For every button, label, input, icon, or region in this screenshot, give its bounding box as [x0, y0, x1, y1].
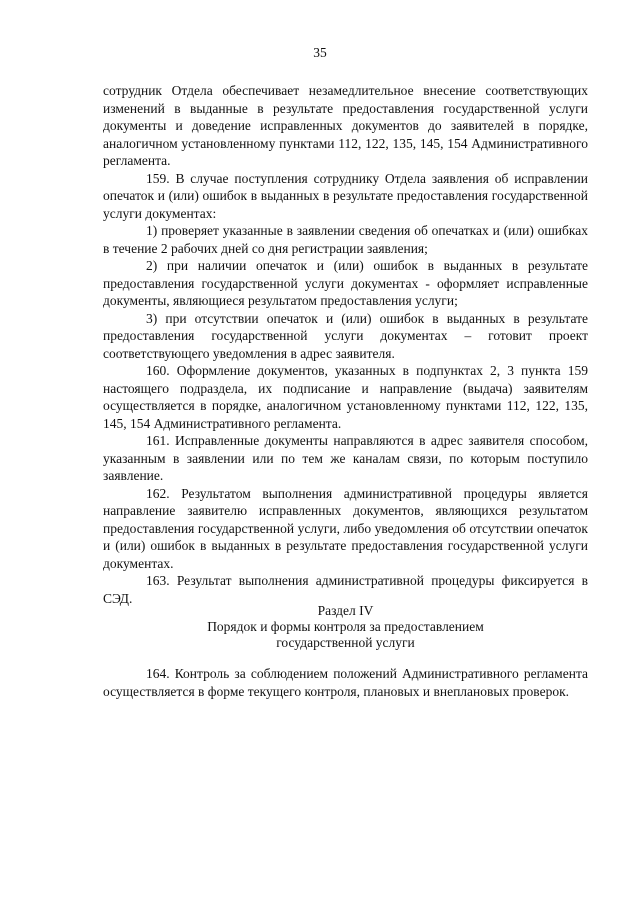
section-title-line-2: государственной услуги: [276, 635, 415, 650]
paragraph-159-item-3: 3) при отсутствии опечаток и (или) ошибок в выданных в результате предоставления государственной услуги документах – готовит проект соответствующего уведомления в адрес заявителя.: [103, 310, 588, 361]
paragraph-164: 164. Контроль за соблюдением положений Административного регламента осуществляется в форме текущего контроля, плановых и внеплановых проверок.: [103, 666, 588, 699]
paragraph-159: 159. В случае поступления сотруднику Отдела заявления об исправлении опечаток и (или) ошибок в выданных в результате предоставления государственной услуги документах:: [103, 170, 588, 221]
paragraph-160: 160. Оформление документов, указанных в подпунктах 2, 3 пункта 159 настоящего подраздела, их подписание и направление (выдача) заявителям осуществляется в порядке, аналогичном установленному пунктами 112, 122, 135, 145, 154 Административного регламента.: [103, 363, 588, 431]
paragraph-161: 161. Исправленные документы направляются в адрес заявителя способом, указанным в заявлении или по тем же каналам связи, по которым поступило заявление.: [103, 433, 588, 483]
section-title-line-1: Порядок и формы контроля за предоставлением: [207, 619, 484, 634]
paragraph-159-item-2: 2) при наличии опечаток и (или) ошибок в выданных в результате предоставления государственной услуги документах - оформляет исправленные документы, являющиеся результатом предоставления услуги;: [103, 258, 588, 308]
paragraph-159-item-1: 1) проверяет указанные в заявлении сведения об опечатках и (или) ошибках в течение 2 рабочих дней со дня регистрации заявления;: [103, 223, 588, 256]
document-body: [103, 82, 588, 607]
page-number: 35: [313, 45, 327, 60]
paragraph-158-continuation: сотрудник Отдела обеспечивает незамедлительное внесение соответствующих изменений в выданные в результате предоставления государственной услуги документы и доведение исправленных документов до заявителей в порядке, аналогичном установленному пунктами 112, 122, 135, 145, 154 Административного регламента.: [103, 83, 588, 168]
paragraph-162: 162. Результатом выполнения административной процедуры является направление заявителю исправленных документов, являющихся результатом предоставления государственной услуги, либо уведомления об отсутствии опечаток и (или) ошибок в выданных в результате предоставления государственной услуги документах.: [103, 485, 588, 571]
paragraph-163: 163. Результат выполнения административной процедуры фиксируется в СЭД.: [103, 573, 588, 606]
section-heading: [103, 603, 588, 651]
section-body: [103, 665, 588, 700]
section-label: Раздел IV: [317, 603, 374, 618]
